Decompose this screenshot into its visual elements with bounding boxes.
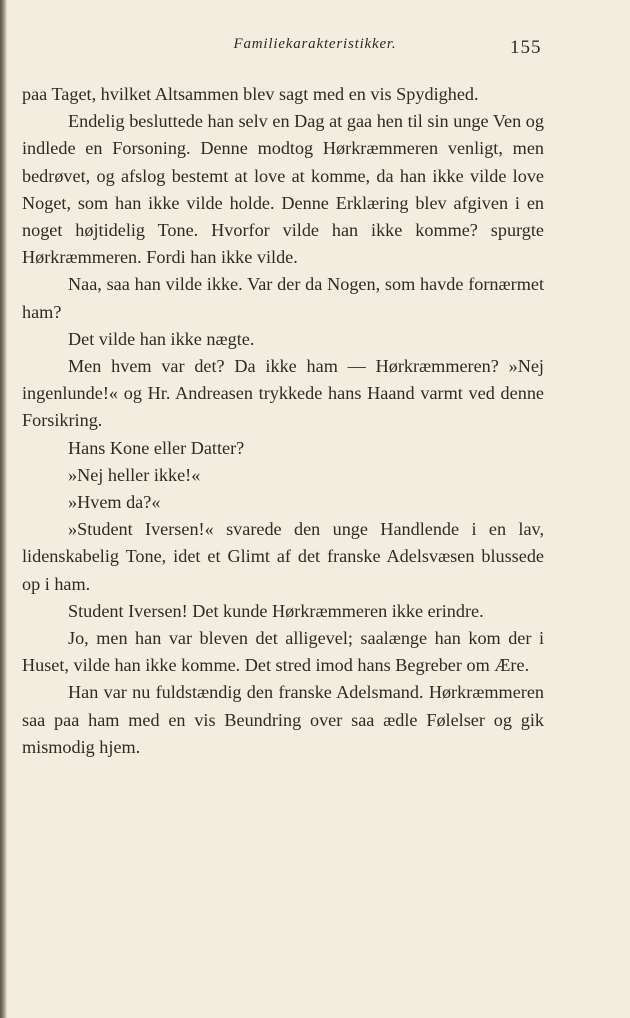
paragraph: »Nej heller ikke!«	[68, 464, 201, 485]
paragraph: Student Iversen! Det kunde Hørkræmmeren ikke erindre.	[68, 600, 484, 621]
paragraph: »Hvem da?«	[68, 492, 161, 513]
page-number: 155	[510, 37, 542, 58]
paragraph: Hans Kone eller Datter?	[68, 437, 245, 458]
paragraph: Han var nu fuldstændig den franske Adelsmand. Hørkræmmeren saa paa ham med en vis Beundring over saa ædle Følelser og gik mismodig hjem.	[22, 682, 544, 757]
paragraph: Endelig besluttede han selv en Dag at gaa hen til sin unge Ven og indlede en Forsoning. Denne modtog Hørkræmmeren venligt, men bedrøvet, og afslog bestemt at love at komme, da han ikke vilde love Noget, som han ikke vilde holde. Denne Erklæring blev afgiven i en noget højtidelig Tone. Hvorfor vilde han ikke komme? spurgte Hørkræmmeren. Fordi han ikke vilde.	[22, 111, 544, 268]
page-edge-shadow	[0, 0, 7, 1018]
paragraph: Men hvem var det? Da ikke ham — Hørkræmmeren? »Nej ingenlunde!« og Hr. Andreasen trykkede hans Haand varmt ved denne Forsikring.	[22, 356, 544, 431]
paragraph-continuation: paa Taget, hvilket Altsammen blev sagt med en vis Spydighed.	[22, 84, 479, 104]
running-head	[0, 33, 630, 59]
paragraph: Det vilde han ikke nægte.	[68, 328, 255, 349]
paragraph: Jo, men han var bleven det alligevel; saalænge han kom der i Huset, vilde han ikke komme. Det stred imod hans Begreber om Ære.	[22, 628, 544, 676]
running-head-title: Familiekarakteristikker.	[233, 36, 397, 52]
paragraph: Naa, saa han vilde ikke. Var der da Nogen, som havde fornærmet ham?	[22, 274, 544, 322]
paragraph: »Student Iversen!« svarede den unge Handlende i en lav, lidenskabelig Tone, idet et Glimt af det franske Adelsvæsen blussede op i ham.	[22, 519, 544, 594]
body-text	[22, 81, 544, 761]
